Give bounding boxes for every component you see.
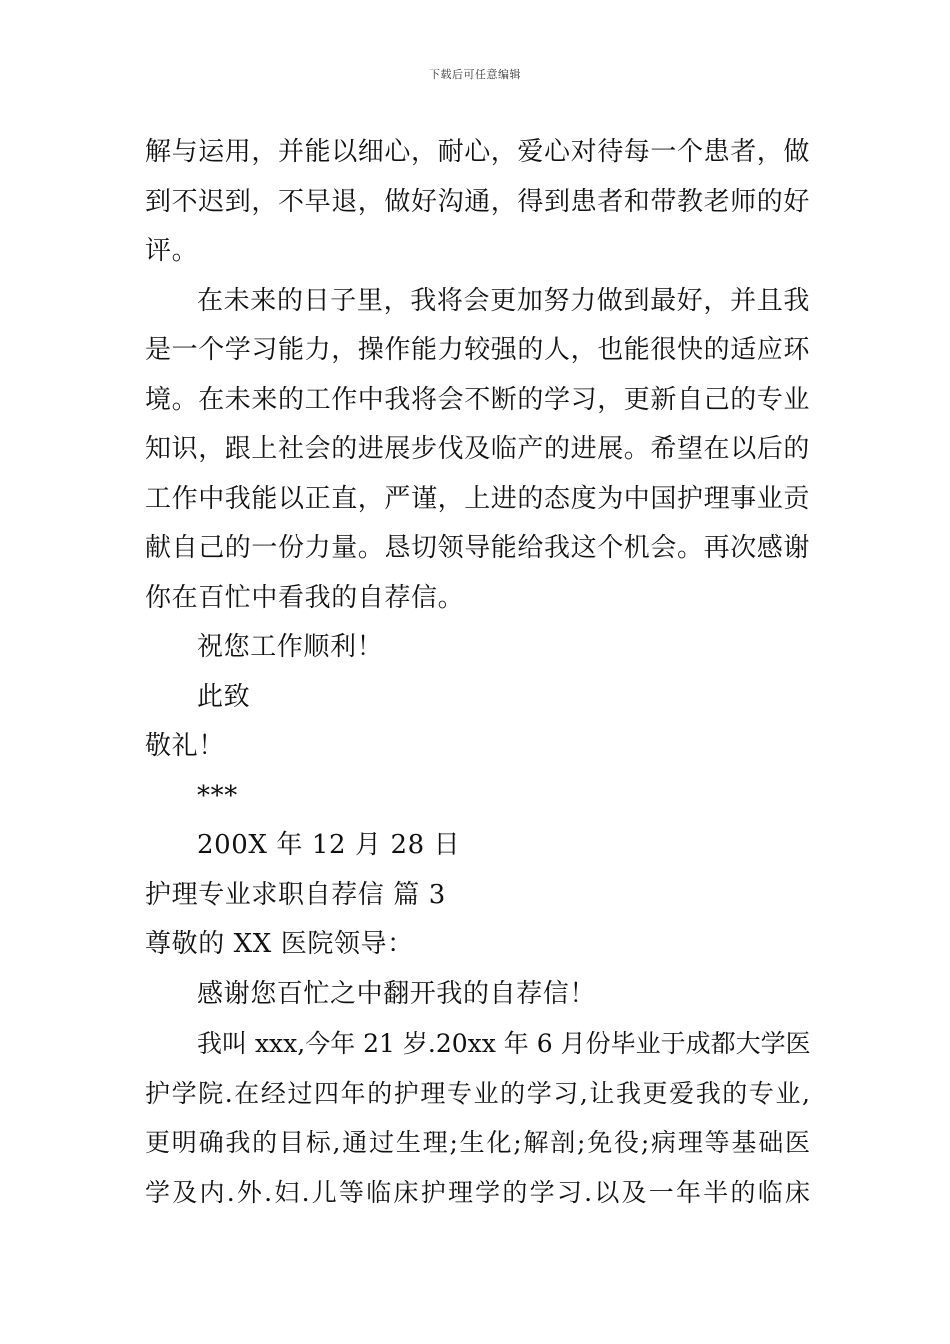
paragraph-line: 我叫 xxx,今年 21 岁.20xx 年 6 月份毕业于成都大学医 bbox=[197, 1029, 811, 1058]
closing-regards: 敬礼！ bbox=[145, 731, 225, 761]
paragraph-line: 感谢您百忙之中翻开我的自荐信！ bbox=[197, 978, 597, 1009]
paragraph-line: 献自己的一份力量。恳切领导能给我这个机会。再次感谢 bbox=[145, 533, 811, 563]
paragraph-line: 学及内.外.妇.儿等临床护理学的学习.以及一年半的临床 bbox=[145, 1177, 810, 1207]
paragraph-line: 更明确我的目标,通过生理;生化;解剖;免役;病理等基础医 bbox=[145, 1128, 810, 1157]
paragraph-line: 到不迟到，不早退，做好沟通，得到患者和带教老师的好 bbox=[145, 186, 811, 217]
page-header: 下载后可任意编辑 bbox=[429, 68, 521, 81]
paragraph-line: 是一个学习能力，操作能力较强的人，也能很快的适应环 bbox=[145, 335, 811, 365]
paragraph-line: 境。在未来的工作中我将会不断的学习，更新自己的专业 bbox=[145, 384, 811, 415]
closing-salutation: 此致 bbox=[197, 681, 251, 712]
paragraph-line: 护学院.在经过四年的护理专业的学习,让我更爱我的专业, bbox=[145, 1078, 810, 1108]
letter-greeting: 尊敬的 XX 医院领导： bbox=[145, 929, 414, 959]
signature: *** bbox=[197, 780, 238, 811]
paragraph-line: 知识，跟上社会的进展步伐及临产的进展。希望在以后的 bbox=[145, 434, 811, 464]
paragraph-line: 在未来的日子里，我将会更加努力做到最好，并且我 bbox=[197, 285, 810, 316]
paragraph-line: 你在百忙中看我的自荐信。 bbox=[145, 582, 465, 613]
document-body bbox=[145, 128, 810, 1217]
letter-date: 200X 年 12 月 28 日 bbox=[197, 830, 461, 860]
section-title: 护理专业求职自荐信 篇 3 bbox=[145, 879, 446, 910]
paragraph-line: 评。 bbox=[145, 236, 199, 266]
paragraph-line: 工作中我能以正直，严谨，上进的态度为中国护理事业贡 bbox=[145, 483, 811, 514]
paragraph-line: 解与运用，并能以细心，耐心，爱心对待每一个患者，做 bbox=[145, 137, 811, 167]
closing-wish: 祝您工作顺利！ bbox=[197, 632, 384, 662]
